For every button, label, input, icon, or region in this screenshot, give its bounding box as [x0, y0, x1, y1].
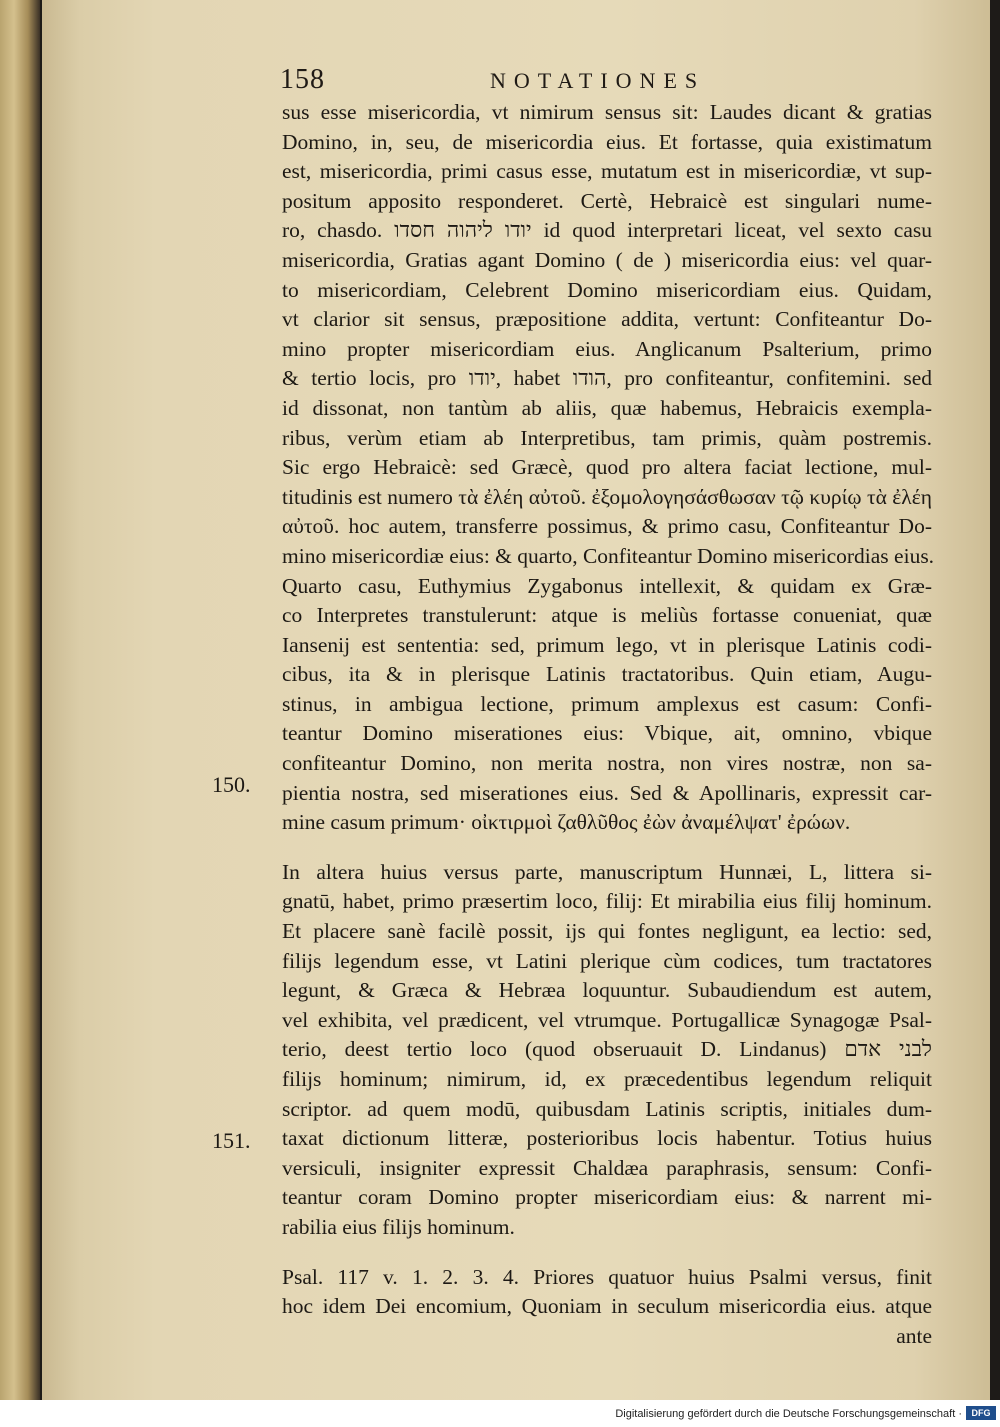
- text-line: legunt, & Græca & Hebræa loquuntur. Subaudiendum est autem,: [282, 978, 932, 1003]
- text-line: est, misericordia, primi casus esse, mutatum est in misericordiæ, vt sup-: [282, 159, 932, 184]
- text-line: rabilia eius filijs hominum.: [282, 1214, 515, 1239]
- paragraph: [282, 98, 935, 838]
- text-line: mino misericordiæ eius: & quarto, Confiteantur Domino misericordias eius.: [282, 543, 935, 568]
- text-line: teantur Domino miserationes eius: Vbique, ait, omnino, vbique: [282, 721, 932, 746]
- text-line: Psal. 117 v. 1. 2. 3. 4. Priores quatuor huius Psalmi versus, finit: [282, 1264, 932, 1289]
- footer-bar: [0, 1400, 1000, 1427]
- page-header: [280, 62, 930, 94]
- text-line: & tertio locis, pro יודו, habet הודו, pro confiteantur, confitemini. sed: [282, 366, 932, 391]
- page-number: 158: [280, 64, 325, 95]
- text-line: Et placere sanè facilè possit, ijs qui fontes negligunt, ea lectio: sed,: [282, 919, 932, 944]
- text-line: Sic ergo Hebraicè: sed Græcè, quod pro altera faciat lectione, mul-: [282, 455, 932, 480]
- text-line: filijs legendum esse, vt Latini plerique cùm codices, tum tractatores: [282, 948, 932, 973]
- text-line: mine casum primum· οἰκτιρμοὶ ζαθλῦθος ἐὼν ἀναμέλψατ' ἐρώων.: [282, 810, 851, 835]
- text-line: vel exhibita, vel prædicent, vel vtrumque. Portugallicæ Synagogæ Psal-: [282, 1007, 932, 1032]
- paragraph: [282, 1263, 932, 1352]
- text-line: ribus, verùm etiam ab Interpretibus, tam primis, quàm postremis.: [282, 425, 932, 450]
- text-line: id dissonat, non tantùm ab aliis, quæ habemus, Hebraicis exempla-: [282, 395, 932, 420]
- text-line: cibus, ita & in plerisque Latinis tractatoribus. Quin etiam, Augu-: [282, 662, 932, 687]
- text-line: Iansenij est sententia: sed, primum lego, vt in plerisque Latinis codi-: [282, 632, 932, 657]
- text-line: ro, chasdo. יודו ליהוה חסדו id quod interpretari liceat, vel sexto casu: [282, 218, 932, 243]
- text-line: Quarto casu, Euthymius Zygabonus intellexit, & quidam ex Græ-: [282, 573, 932, 598]
- text-line: co Interpretes transtulerunt: atque is meliùs fortasse conueniat, quæ: [282, 603, 932, 628]
- text-line: stinus, in ambigua lectione, primum amplexus est casum: Confi-: [282, 691, 932, 716]
- text-line: sus esse misericordia, vt nimirum sensus sit: Laudes dicant & gratias: [282, 100, 932, 124]
- text-line: scriptor. ad quem modū, quibusdam Latinis scriptis, initiales dum-: [282, 1096, 932, 1121]
- text-line: hoc idem Dei encomium, Quoniam in seculum misericordia eius. atque: [282, 1294, 932, 1319]
- text-line: αὐτοῦ. hoc autem, transferre possimus, & primo casu, Confiteantur Do-: [282, 514, 932, 539]
- funding-note: Digitalisierung gefördert durch die Deutsche Forschungsgemeinschaft ·: [615, 1408, 962, 1420]
- body-text: [282, 98, 935, 1351]
- text-line: positum apposito responderet. Certè, Hebraicè est singulari nume-: [282, 188, 932, 213]
- text-line: confiteantur Domino, non merita nostra, non vires nostræ, non sa-: [282, 751, 932, 776]
- text-line: teantur coram Domino propter misericordiam eius: & narrent mi-: [282, 1185, 932, 1210]
- running-title: NOTATIONES: [490, 68, 706, 93]
- book-page-edges: [0, 0, 40, 1400]
- text-line: gnatū, habet, primo præsertim loco, filij: Et mirabilia eius filij hominum.: [282, 889, 932, 914]
- text-line: vt clarior sit sensus, præpositione addita, vertunt: Confiteantur Do-: [282, 307, 932, 332]
- text-line: Domino, in, seu, de misericordia eius. Et fortasse, quia existimatum: [282, 129, 932, 154]
- text-line: to misericordiam, Celebrent Domino misericordiam eius. Quidam,: [282, 277, 932, 302]
- text-line: titudinis est numero τὰ ἐλέη αὐτοῦ. ἐξομολογησάσθωσαν τῷ κυρίῳ τὰ ἐλέη: [282, 484, 932, 509]
- paragraph: [282, 858, 932, 1243]
- text-line: terio, deest tertio loco (quod obseruauit D. Lindanus) לבני אדם: [282, 1037, 932, 1062]
- text-line: filijs hominum; nimirum, id, ex præcedentibus legendum reliquit: [282, 1067, 932, 1091]
- catchword: ante: [896, 1323, 932, 1348]
- text-line: misericordia, Gratias agant Domino ( de ) misericordia eius: vel quar-: [282, 247, 932, 272]
- margin-note-number: 150.: [212, 772, 251, 797]
- text-line: In altera huius versus parte, manuscriptum Hunnæi, L, littera si-: [282, 859, 932, 884]
- dfg-logo: DFG: [966, 1406, 996, 1420]
- margin-note-number: 151.: [212, 1128, 251, 1153]
- text-line: taxat dictionum litteræ, posterioribus locis habentur. Totius huius: [282, 1126, 932, 1151]
- text-line: pientia nostra, sed miserationes eius. Sed & Apollinaris, expressit car-: [282, 780, 932, 805]
- text-line: versiculi, insigniter expressit Chaldæa paraphrasis, sensum: Confi-: [282, 1155, 932, 1180]
- text-line: mino propter misericordiam eius. Anglicanum Psalterium, primo: [282, 336, 932, 361]
